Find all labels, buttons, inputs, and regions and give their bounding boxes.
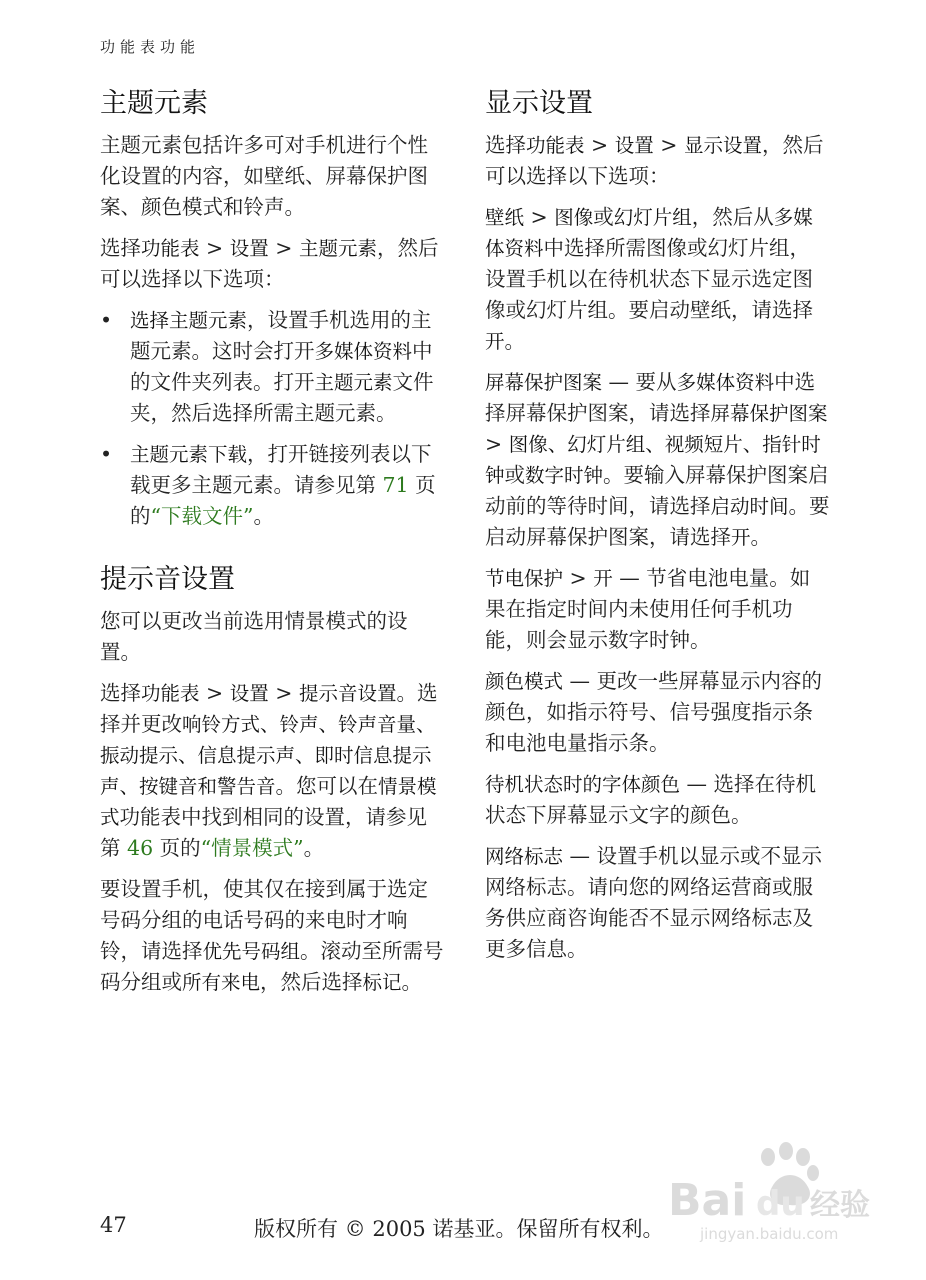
wallpaper-paragraph: 壁纸 > 图像或幻灯片组，然后从多媒体资料中选择所需图像或幻灯片组，设置手机以在待机状态下显示选定图像或幻灯片组。要启动壁纸，请选择开。 [485,205,813,353]
section-heading-display: 显示设置 [485,88,593,119]
display-menu-path: 选择功能表 > 设置 > 显示设置，然后可以选择以下选项： [485,133,824,188]
bullet-icon: • [100,308,113,332]
themes-options-list [100,305,445,532]
running-header: 功能表功能 [100,38,201,56]
themes-menu-path: 选择功能表 > 设置 > 主题元素，然后可以选择以下选项： [100,236,439,291]
list-item: • 主题元素下载，打开链接列表以下载更多主题元素。请参见第 71 页的“下载文件”。 [100,439,445,532]
tones-intro: 您可以更改当前选用情景模式的设置。 [100,609,408,664]
screensaver-paragraph: 屏幕保护图案 — 要从多媒体资料中选择屏幕保护图案，请选择屏幕保护图案 > 图像、幻灯片组、视频短片、指针时钟或数字时钟。要输入屏幕保护图案启动前的等待时间，请选择启动时间。要启动屏幕保护图案，请选择开。 [485,370,830,549]
right-column [485,86,830,975]
svg-text:经验: 经验 [810,1188,870,1223]
themes-intro: 主题元素包括许多可对手机进行个性化设置的内容，如壁纸、屏幕保护图案、颜色模式和铃声。 [100,133,428,219]
copyright-notice: 版权所有 © 2005 诺基亚。保留所有权利。 [254,1217,664,1241]
left-column [100,86,445,1008]
page-reference-link[interactable]: 46 [127,836,154,860]
page-number: 47 [100,1213,127,1237]
tones-paragraph-3: 要设置手机，使其仅在接到属于选定号码分组的电话号码的来电时才响铃，请选择优先号码组。滚动至所需号码分组或所有来电，然后选择标记。 [100,877,444,994]
section-heading-tones: 提示音设置 [100,564,235,595]
power-saver-paragraph: 节电保护 > 开 — 节省电池电量。如果在指定时间内未使用任何手机功能，则会显示数字时钟。 [485,566,811,652]
color-schemes-paragraph: 颜色模式 — 更改一些屏幕显示内容的颜色，如指示符号、信号强度指示条和电池电量指示条。 [485,669,823,755]
svg-text:Bai: Bai [668,1175,747,1226]
downloads-reference-link[interactable]: “下载文件” [150,504,254,528]
baidu-watermark-logo [660,1135,890,1245]
standby-font-paragraph: 待机状态时的字体颜色 — 选择在待机状态下屏幕显示文字的颜色。 [485,772,817,827]
svg-text:du: du [756,1184,805,1224]
section-heading-themes: 主题元素 [100,88,208,119]
svg-text:jingyan.baidu.com: jingyan.baidu.com [700,1225,839,1243]
profiles-reference-link[interactable]: “情景模式” [200,836,304,860]
page-reference-link[interactable]: 71 [382,473,409,497]
tones-paragraph-2: 选择功能表 > 设置 > 提示音设置。选择并更改响铃方式、铃声、铃声音量、振动提示、信息提示声、即时信息提示声、按键音和警告音。您可以在情景模式功能表中找到相同的设置，请参见第 46 页的“情景模式”。 [100,681,438,860]
list-item: • 选择主题元素，设置手机选用的主题元素。这时会打开多媒体资料中的文件夹列表。打开主题元素文件夹，然后选择所需主题元素。 [100,305,445,429]
operator-logo-paragraph: 网络标志 — 设置手机以显示或不显示网络标志。请向您的网络运营商或服务供应商咨询能否不显示网络标志及更多信息。 [485,844,823,961]
bullet-icon: • [100,442,113,466]
